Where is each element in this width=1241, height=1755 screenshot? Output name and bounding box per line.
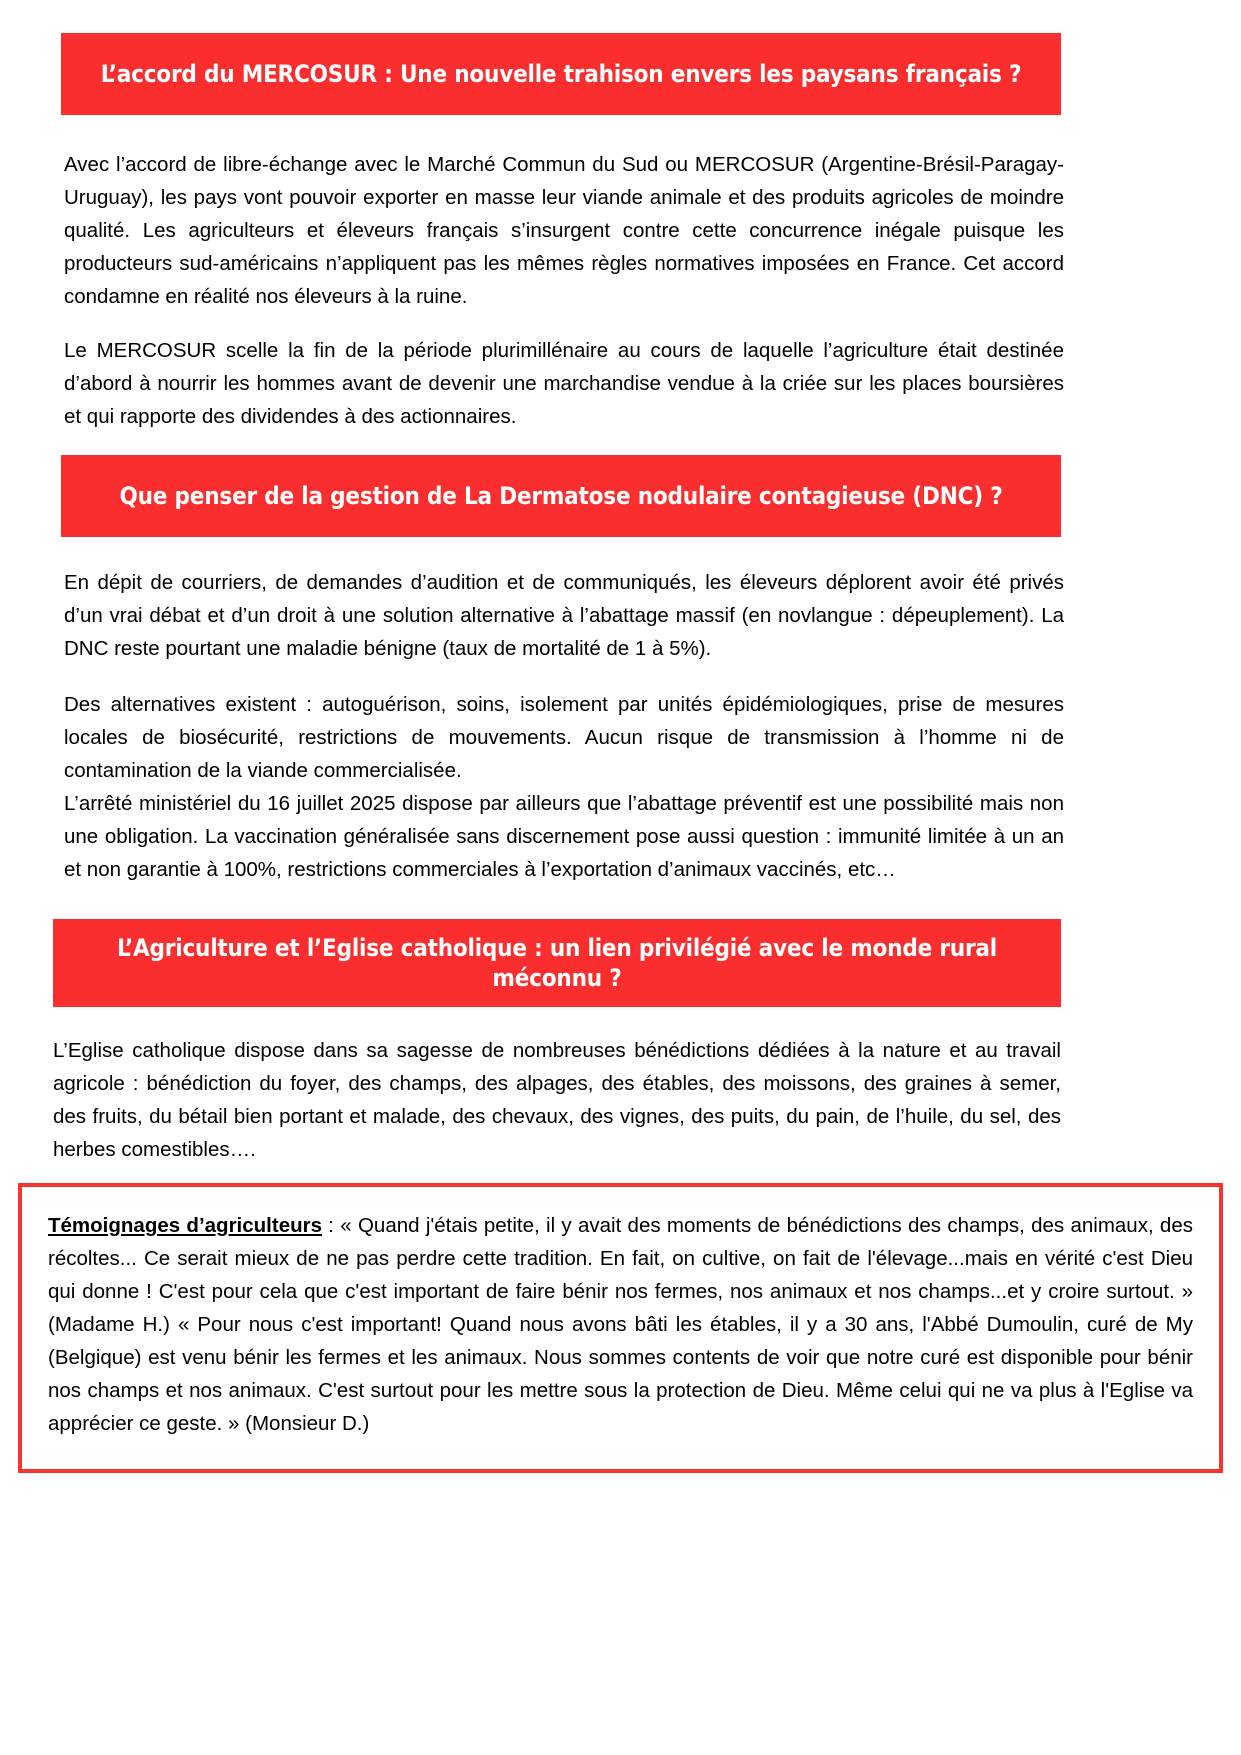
section-heading-dnc: Que penser de la gestion de La Dermatose nodulaire contagieuse (DNC) ? (61, 455, 1061, 537)
paragraph-mercosur-2: Le MERCOSUR scelle la fin de la période plurimillénaire au cours de laquelle l’agriculture était destinée d’abord à nourrir les hommes avant de devenir une marchandise vendue à la criée sur les places boursières et qui rapporte des dividendes à des actionnaires. (64, 339, 1064, 428)
section-heading-mercosur: L’accord du MERCOSUR : Une nouvelle trahison envers les paysans français ? (61, 33, 1061, 115)
paragraph-mercosur-1: Avec l’accord de libre-échange avec le Marché Commun du Sud ou MERCOSUR (Argentine-Brésil-Paragay-Uruguay), les pays vont pouvoir exporter en masse leur viande animale et des produits agricoles de moindre qualité. Les agriculteurs et éleveurs français s’insurgent contre cette concurrence inégale puisque les producteurs sud-américains n’appliquent pas les mêmes règles normatives imposées en France. Cet accord condamne en réalité nos éleveurs à la ruine. (64, 153, 1064, 308)
section-heading-eglise: L’Agriculture et l’Eglise catholique : un lien privilégié avec le monde rural méconnu ? (53, 919, 1061, 1007)
testimony-box (18, 1183, 1223, 1473)
testimony-paragraph (48, 1209, 1193, 1440)
paragraph-dnc-1: En dépit de courriers, de demandes d’audition et de communiqués, les éleveurs déplorent avoir été privés d’un vrai débat et d’un droit à une solution alternative à l’abattage massif (en novlangue : dépeuplement). La DNC reste pourtant une maladie bénigne (taux de mortalité de 1 à 5%). (64, 571, 1064, 660)
testimony-label: Témoignages d’agriculteurs (48, 1214, 322, 1237)
paragraph-dnc-2: Des alternatives existent : autoguérison, soins, isolement par unités épidémiologiques, prise de mesures locales de biosécurité, restrictions de mouvements. Aucun risque de transmission à l’homme ni de contamination de la viande commercialisée. (64, 693, 1064, 782)
testimony-body: : « Quand j'étais petite, il y avait des moments de bénédictions des champs, des animaux, des récoltes... Ce serait mieux de ne pas perdre cette tradition. En fait, on cultive, on fait de l'élevage...mais en vérité c'est Dieu qui donne ! C'est pour cela que c'est important de faire bénir nos fermes, nos animaux et nos champs...et y croire surtout. » (Madame H.) « Pour nous c'est important! Quand nous avons bâti les étables, il y a 30 ans, l'Abbé Dumoulin, curé de My (Belgique) est venu bénir les fermes et les animaux. Nous sommes contents de voir que notre curé est disponible pour bénir nos champs et nos animaux. C'est surtout pour les mettre sous la protection de Dieu. Même celui qui ne va plus à l'Eglise va apprécier ce geste. » (Monsieur D.) (48, 1214, 1193, 1435)
paragraph-eglise-1: L’Eglise catholique dispose dans sa sagesse de nombreuses bénédictions dédiées à la nature et au travail agricole : bénédiction du foyer, des champs, des alpages, des étables, des moissons, des graines à semer, des fruits, du bétail bien portant et malade, des chevaux, des vignes, des puits, du pain, de l’huile, du sel, des herbes comestibles…. (53, 1039, 1061, 1161)
paragraph-dnc-3: L’arrêté ministériel du 16 juillet 2025 dispose par ailleurs que l’abattage préventif est une possibilité mais non une obligation. La vaccination généralisée sans discernement pose aussi question : immunité limitée à un an et non garantie à 100%, restrictions commerciales à l’exportation d’animaux vaccinés, etc… (64, 792, 1064, 881)
